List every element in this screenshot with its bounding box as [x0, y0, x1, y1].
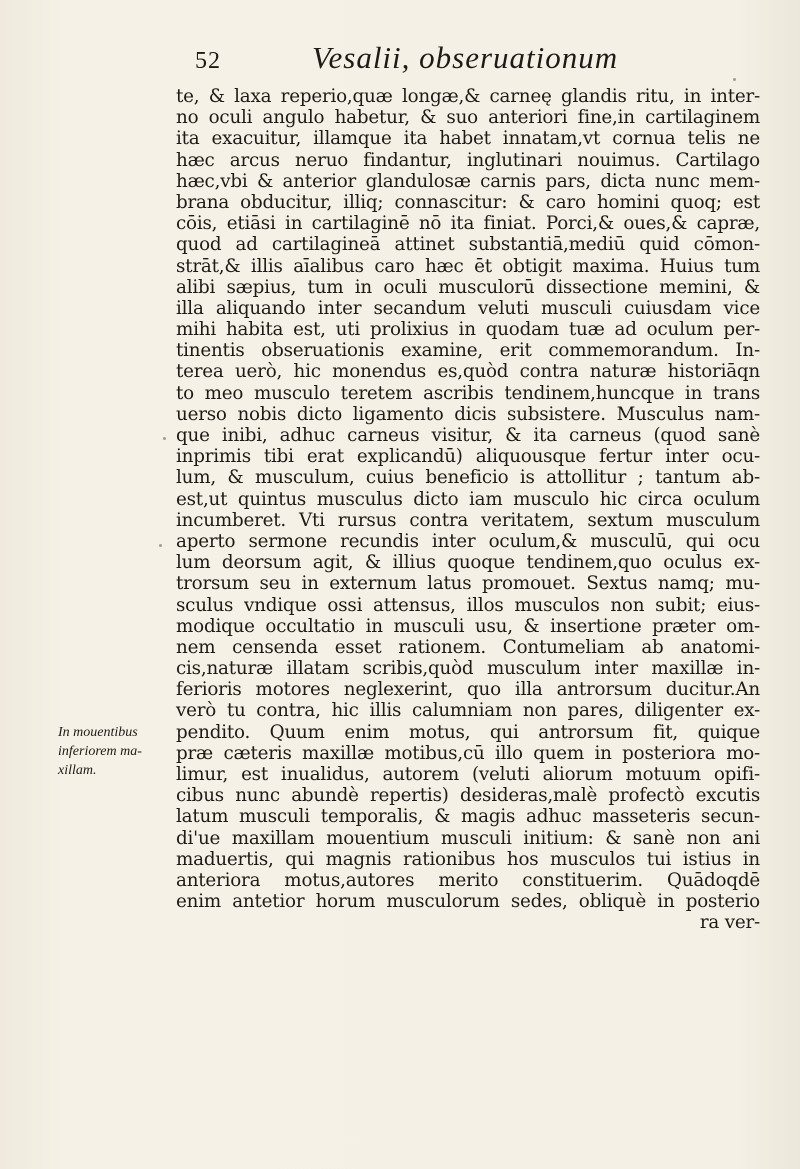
- text-line: terea uerò, hic monendus es,quòd contra naturæ historiāqn: [176, 361, 760, 383]
- text-line: lum deorsum agit, & illius quoque tendinem,quo oculus ex-: [176, 552, 760, 574]
- text-line: lum, & musculum, cuius beneficio is attollitur ; tantum ab-: [176, 467, 760, 489]
- text-line: hæc arcus neruo findantur, inglutinari nouimus. Cartilago: [176, 149, 760, 171]
- marginal-note-line: inferiorem ma-: [58, 744, 142, 759]
- ink-speck: [733, 78, 736, 81]
- text-line: ferioris motores neglexerint, quo illa antrorsum ducitur.An: [176, 679, 760, 701]
- text-line: maduertis, qui magnis rationibus hos musculos tui istius in: [176, 848, 760, 870]
- ink-speck: [159, 544, 162, 547]
- text-line: est,ut quintus musculus dicto iam musculo hic circa oculum: [176, 488, 760, 510]
- text-line: pendito. Quum enim motus, qui antrorsum fit, quique: [176, 721, 760, 743]
- text-line: aperto sermone recundis inter oculum,& musculū, qui ocu: [176, 530, 760, 552]
- text-line: enim antetior horum musculorum sedes, obliquè in posterio: [176, 891, 760, 913]
- text-line: cibus nunc abundè repertis) desideras,malè profectò excutis: [176, 785, 760, 807]
- text-line: nem censenda esset rationem. Contumeliam ab anatomi-: [176, 636, 760, 658]
- marginal-note-line: xillam.: [58, 763, 97, 778]
- text-line: ita exacuitur, illamque ita habet innatam,vt cornua telis ne: [176, 128, 760, 150]
- text-line: anteriora motus,autores merito constituerim. Quādoqdē: [176, 869, 760, 891]
- text-line: di'ue maxillam mouentium musculi initium: & sanè non ani: [176, 827, 760, 849]
- text-line: incumberet. Vti rursus contra veritatem, sextum musculum: [176, 509, 760, 531]
- text-line: to meo musculo teretem ascribis tendinem,huncque in trans: [176, 382, 760, 404]
- page-header: [0, 38, 800, 88]
- ink-speck: [163, 437, 166, 440]
- text-line: inprimis tibi erat explicandū) aliquousque fertur inter ocu-: [176, 446, 760, 468]
- running-head: Vesalii, obseruationum: [312, 40, 619, 75]
- marginal-note-line: In mouentibus: [58, 725, 138, 740]
- text-line: limur, est inualidus, autorem (veluti aliorum motuum opifi-: [176, 764, 760, 785]
- text-line: præ cæteris maxillæ motibus,cū illo quem in posteriora mo-: [176, 742, 760, 764]
- text-line: cōis, etiāsi in cartilaginē nō ita finiat. Porci,& oues,& capræ,: [176, 213, 760, 235]
- text-line: latum musculi temporalis, & magis adhuc masseteris secun-: [176, 806, 760, 828]
- text-line: quod ad cartilagineā attinet substantiā,mediū quid cōmon-: [176, 234, 760, 256]
- text-line: sculus vndique ossi attensus, illos musculos non subit; eius-: [176, 594, 760, 616]
- body-text: [176, 86, 760, 934]
- text-line: illa aliquando inter secandum veluti musculi cuiusdam vice: [176, 297, 760, 319]
- text-line: no oculi angulo habetur, & suo anteriori fine,in cartilaginem: [176, 107, 760, 129]
- text-line: uerso nobis dicto ligamento dicis subsistere. Musculus nam-: [176, 403, 760, 425]
- text-line: tinentis obseruationis examine, erit commemorandum. In-: [176, 340, 760, 362]
- text-line: brana obducitur, illiq; connascitur: & caro homini quoq; est: [176, 191, 760, 213]
- page-number: 52: [195, 48, 221, 74]
- text-line: strāt,& illis aīalibus caro hæc ēt obtigit maxima. Huius tum: [176, 255, 760, 277]
- catchword: ra ver-: [699, 912, 760, 934]
- text-line: verò tu contra, hic illis calumniam non pares, diligenter ex-: [176, 700, 760, 722]
- text-line: trorsum seu in externum latus promouet. Sextus namq; mu-: [176, 573, 760, 595]
- text-line: que inibi, adhuc carneus visitur, & ita carneus (quod sanè: [176, 425, 760, 446]
- text-line: hæc,vbi & anterior glandulosæ carnis pars, dicta nunc mem-: [176, 170, 760, 192]
- text-line: te, & laxa reperio,quæ longæ,& carneę glandis ritu, in inter-: [176, 86, 760, 107]
- text-line: alibi sæpius, tum in oculi musculorū dissectione memini, &: [176, 276, 760, 298]
- text-line: modique occultatio in musculi usu, & insertione præter om-: [176, 615, 760, 637]
- marginal-note: [58, 723, 168, 780]
- text-line: mihi habita est, uti prolixius in quodam tuæ ad oculum per-: [176, 319, 760, 341]
- text-line: cis,naturæ illatam scribis,quòd musculum inter maxillæ in-: [176, 658, 760, 680]
